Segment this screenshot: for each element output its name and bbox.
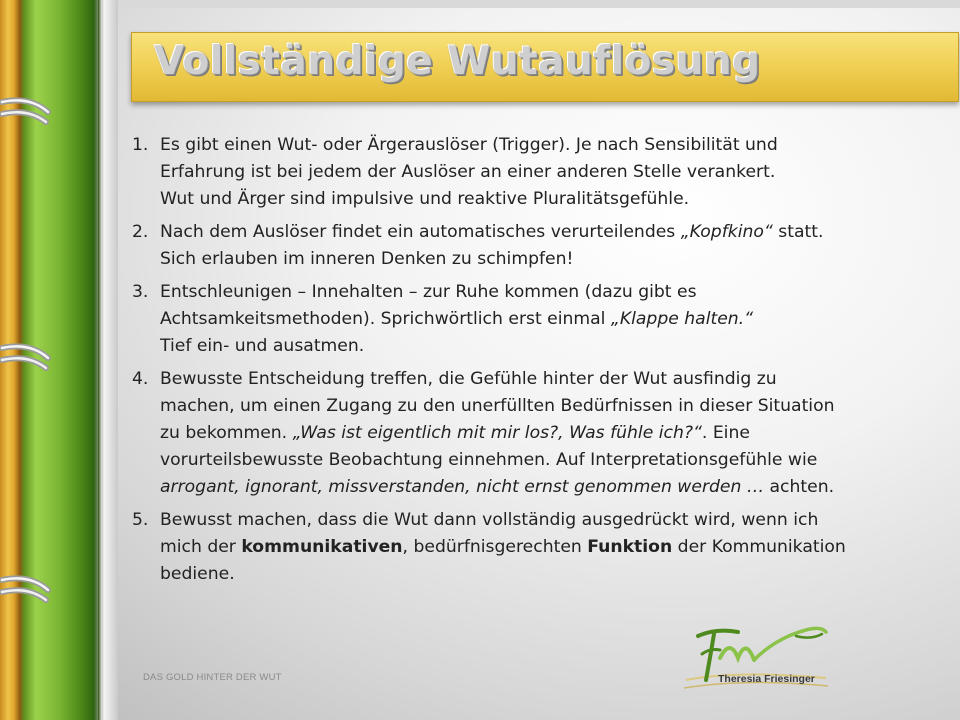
text-segment: statt. [772,222,824,242]
item-number: 3. [132,282,149,302]
text-line: Es gibt einen Wut- oder Ärgerauslöser (Trigger). Je nach Sensibilität und [160,135,778,155]
slide-title: Vollständige Wutauflösung [154,39,761,84]
item-text [160,507,932,588]
list-item [132,132,932,213]
text-segment: achten. [764,477,835,497]
binder-spine-edge [98,0,102,720]
list-item [132,279,932,360]
text-line: Bewusst machen, dass die Wut dann vollständig ausgedrückt wird, wenn ich [160,510,819,530]
list-item [132,507,932,588]
title-bar [131,32,959,102]
top-strip [0,0,960,8]
italic-text: „Klappe halten.“ [610,309,754,329]
text-line: machen, um einen Zugang zu den unerfüllten Bedürfnissen in dieser Situation [160,396,835,416]
list-item [132,366,932,501]
content-list [132,132,932,594]
text-segment: . Eine [701,423,750,443]
italic-text: „Kopfkino“ [680,222,773,242]
bold-text: kommunikativen [241,537,403,557]
list-item [132,219,932,273]
item-text [160,279,932,360]
logo-name: Theresia Friesinger [718,673,815,685]
text-segment: mich der [160,537,242,557]
text-line: bediene. [160,564,235,584]
text-segment: , bedürfnisgerechten [402,537,588,557]
text-line: Entschleunigen – Innehalten – zur Ruhe kommen (dazu gibt es [160,282,697,302]
item-number: 2. [132,222,149,242]
item-text [160,219,932,273]
text-segment: Nach dem Auslöser findet ein automatisches verurteilendes [160,222,681,242]
binder-ring-icon [0,338,52,378]
footer-text: DAS GOLD HINTER DER WUT [143,672,282,683]
binder-ring-icon [0,92,52,132]
italic-text: arrogant, ignorant, missverstanden, nicht ernst genommen werden … [160,477,765,497]
text-line: Erfahrung ist bei jedem der Auslöser an einer anderen Stelle verankert. [160,162,776,182]
item-text [160,132,932,213]
bold-text: Funktion [587,537,673,557]
item-number: 1. [132,135,149,155]
italic-text: „Was ist eigentlich mit mir los?, Was fühle ich?“ [292,423,702,443]
text-line: Sich erlauben im inneren Denken zu schimpfen! [160,249,574,269]
text-line: Bewusste Entscheidung treffen, die Gefühle hinter der Wut ausfindig zu [160,369,777,389]
binder-ring-icon [0,570,52,610]
text-line: Tief ein- und ausatmen. [160,336,365,356]
item-number: 4. [132,369,149,389]
item-text [160,366,932,501]
logo-icon [676,618,836,708]
text-line: vorurteilsbewusste Beobachtung einnehmen. Auf Interpretationsgefühle wie [160,450,818,470]
item-number: 5. [132,510,149,530]
text-segment: der Kommunikation [672,537,846,557]
text-segment: Achtsamkeitsmethoden). Sprichwörtlich erst einmal [160,309,611,329]
text-line: Wut und Ärger sind impulsive und reaktive Pluralitätsgefühle. [160,189,690,209]
text-segment: zu bekommen. [160,423,293,443]
